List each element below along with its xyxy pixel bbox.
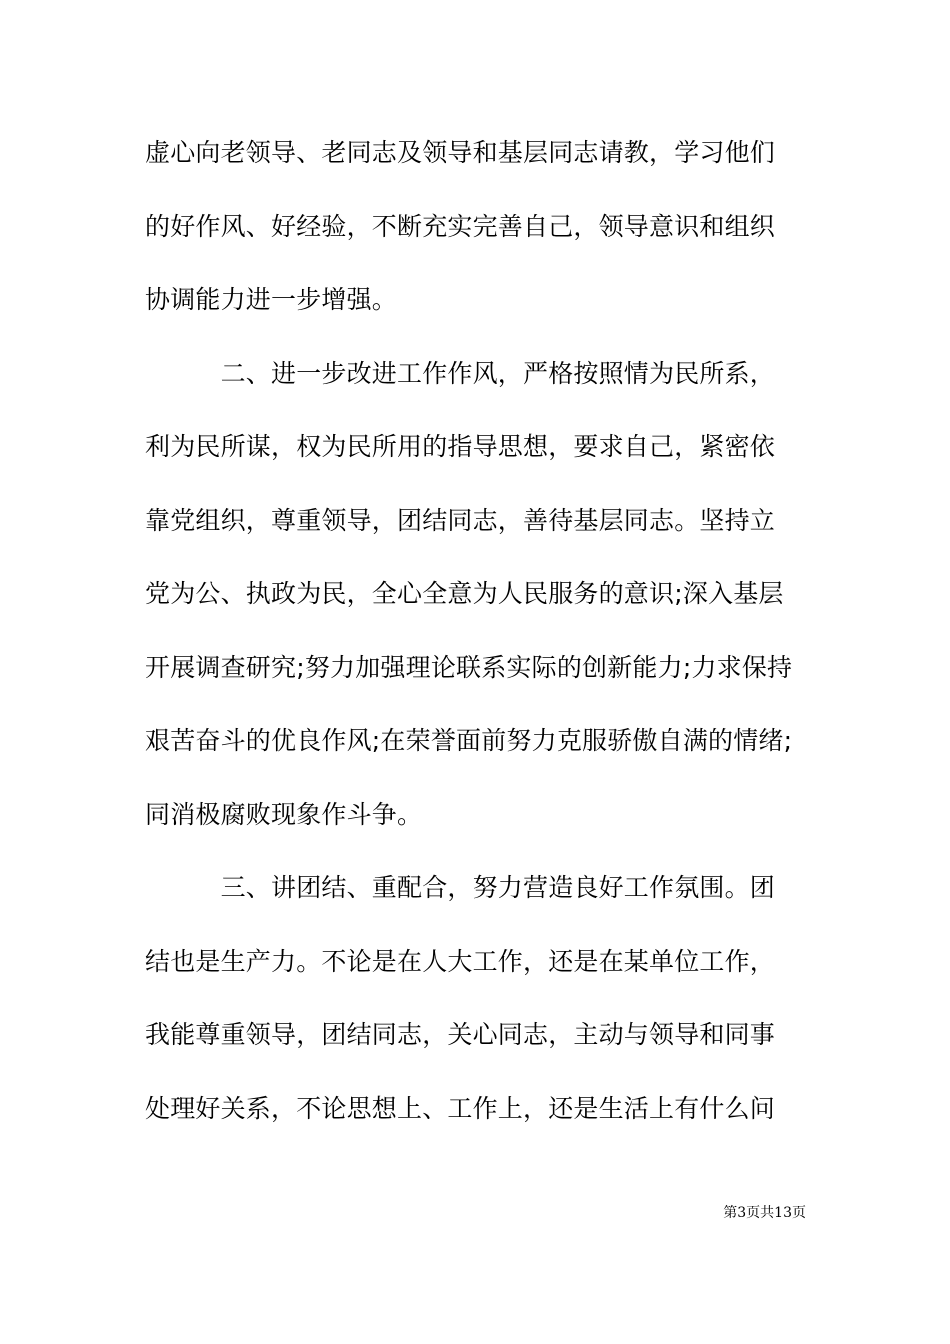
text-line: 同消极腐败现象作斗争。 <box>145 799 423 829</box>
text-line: 三、讲团结、重配合，努力营造良好工作氛围。团 <box>145 873 776 902</box>
text-line: 的好作风、好经验，不断充实完善自己，领导意识和组织 <box>145 211 776 241</box>
text-line: 靠党组织，尊重领导，团结同志，善待基层同志。坚持立 <box>145 505 776 535</box>
text-line: 利为民所谋，权为民所用的指导思想，要求自己，紧密依 <box>145 432 776 461</box>
page-number-footer: 第3页共13页 <box>723 1205 806 1221</box>
text-line: 虚心向老领导、老同志及领导和基层同志请教，学习他们 <box>145 138 776 167</box>
text-line: 协调能力进一步增强。 <box>145 285 398 314</box>
text-line: 我能尊重领导，团结同志，关心同志，主动与领导和同事 <box>145 1020 776 1049</box>
text-line: 党为公、执政为民，全心全意为人民服务的意识;深入基层 <box>145 579 784 608</box>
text-line: 处理好关系，不论思想上、工作上，还是生活上有什么问 <box>145 1093 776 1123</box>
text-line: 二、进一步改进工作作风，严格按照情为民所系， <box>145 358 776 388</box>
text-line: 开展调查研究;努力加强理论联系实际的创新能力;力求保持 <box>145 652 793 682</box>
text-line: 结也是生产力。不论是在人大工作，还是在某单位工作， <box>145 946 776 976</box>
text-line: 艰苦奋斗的优良作风;在荣誉面前努力克服骄傲自满的情绪; <box>145 726 793 755</box>
body-text <box>145 128 815 1157</box>
